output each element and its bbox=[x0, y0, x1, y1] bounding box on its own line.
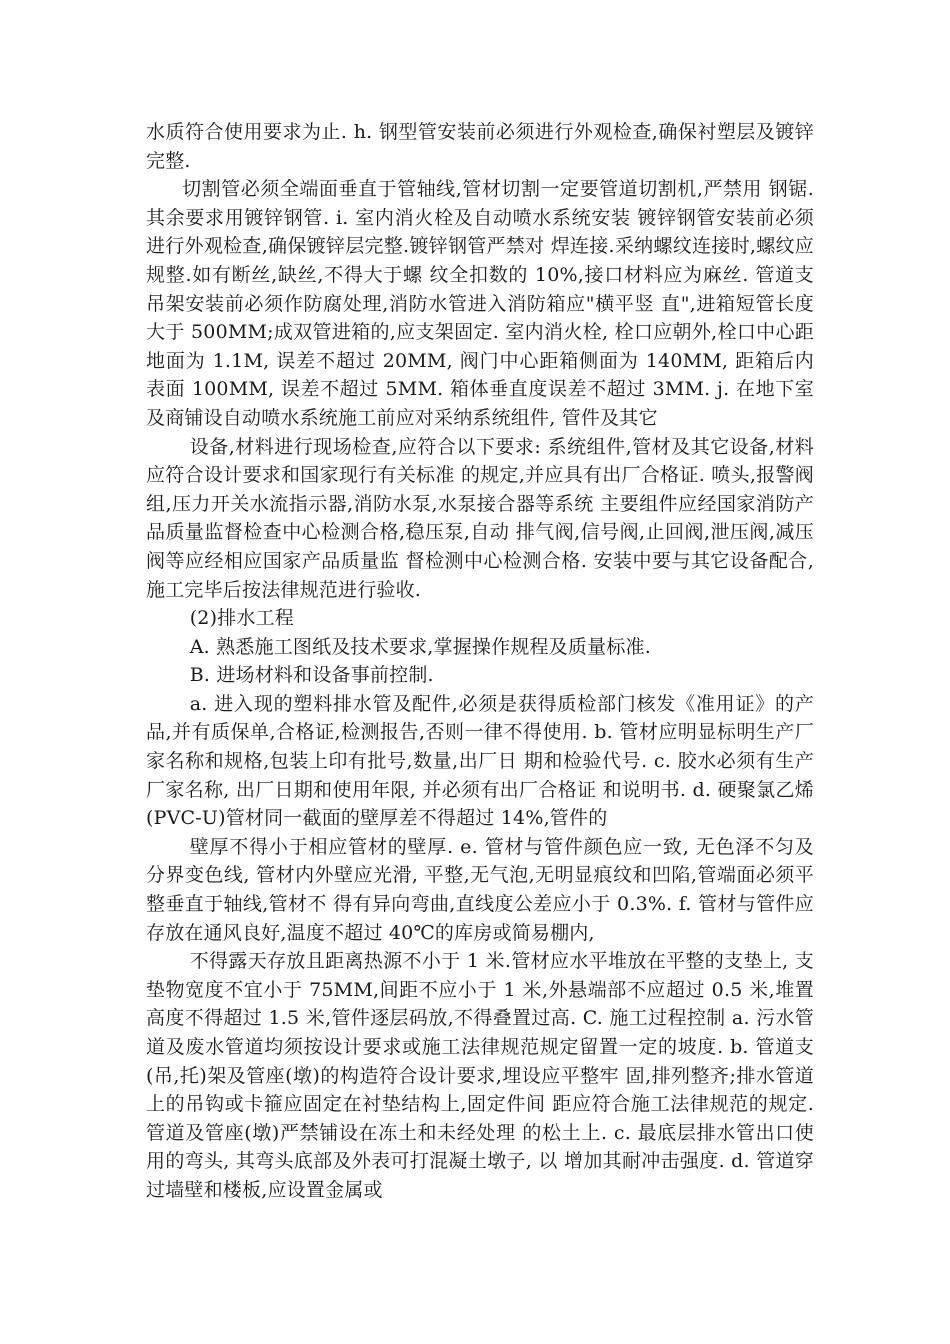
paragraph-pipe-cutting: 切割管必须全端面垂直于管轴线,管材切割一定要管道切割机,严禁用 钢锯. 其余要求用镀锌钢管. i. 室内消火栓及自动喷水系统安装 镀锌钢管安装前必须进行外观检查,确保镀锌层完整.镀锌钢管严禁对 焊连接.采纳螺纹连接时,螺纹应规整.如有断丝,缺丝,不得大于螺 纹全扣数的 10%,接口材料应为麻丝. 管道支吊架安装前必须作防腐处理,消防水管进入消防箱应"横平竖 直",进箱短管长度大于 500MM;成双管进箱的,应支架固定. 室内消火栓, 栓口应朝外,栓口中心距地面为 1.1M, 误差不超过 20MM, 阀门中心距箱侧面为 140MM, 距箱后内表面 100MM, 误差不超过 5MM. 箱体垂直度误差不超过 3MM. j. 在地下室及商铺设自动喷水系统施工前应对采纳系统组件, 管件及其它 bbox=[146, 178, 814, 429]
section-heading-drainage: (2)排水工程 bbox=[189, 607, 295, 630]
paragraph-equipment-inspection: 设备,材料进行现场检查,应符合以下要求: 系统组件,管材及其它设备,材料应符合设计要求和国家现行有关标准 的规定,并应具有出厂合格证. 喷头,报警阀组,压力开关水流指示器,消防水泵,水泵接合器等系统 主要组件应经国家消防产品质量监督检查中心检测合格,稳压泵,自动 排气阀,信号阀,止回阀,泄压阀,减压阀等应经相应国家产品质量监 督检测中心检测合格. 安装中要与其它设备配合,施工完毕后按法律规范进行验收. bbox=[146, 435, 814, 601]
paragraph-item-b: B. 进场材料和设备事前控制. bbox=[189, 664, 434, 687]
paragraph-wall-thickness: 壁厚不得小于相应管材的壁厚. e. 管材与管件颜色应一致, 无色泽不匀及分界变色线, 管材内外壁应光滑, 平整,无气泡,无明显痕纹和凹陷,管端面必须平整垂直于轴线,管材不 得有异向弯曲,直线度公差应小于 0.3%. f. 管材与管件应存放在通风良好,温度不超过 40℃的库房或简易棚内, bbox=[146, 835, 814, 944]
paragraph-plastic-pipe: a. 进入现的塑料排水管及配件,必须是获得质检部门核发《准用证》的产 品,并有质保单,合格证,检测报告,否则一律不得使用. b. 管材应明显标明生产厂家名称和规格,包装上印有批号,数量,出厂日 期和检验代号. c. 胶水必须有生产厂家名称, 出厂日期和使用年限, 并必须有出厂合格证 和说明书. d. 硬聚氯乙烯(PVC-U)管材同一截面的壁厚差不得超过 14%,管件的 bbox=[146, 692, 814, 830]
paragraph-item-a: A. 熟悉施工图纸及技术要求,掌握操作规程及质量标准. bbox=[189, 635, 651, 658]
paragraph-water-quality: 水质符合使用要求为止. h. 钢型管安装前必须进行外观检查,确保衬塑层及镀锌完整. bbox=[146, 121, 814, 172]
document-body bbox=[146, 118, 814, 1205]
paragraph-storage-construction: 不得露天存放且距离热源不小于 1 米.管材应水平堆放在平整的支垫上, 支垫物宽度不宜小于 75MM,间距不应小于 1 米,外悬端部不应超过 0.5 米,堆置高度不得超过 1.5 米,管件逐层码放,不得叠置过高. C. 施工过程控制 a. 污水管道及废水管道均须按设计要求或施工法律规范规定留置一定的坡度. b. 管道支(吊,托)架及管座(墩)的构造符合设计要求,埋设应平整牢 固,排列整齐;排水管道上的吊钩或卡箍应固定在衬垫结构上,固定件间 距应符合施工法律规范的规定.管道及管座(墩)严禁铺设在冻土和未经处理 的松土上. c. 最底层排水管出口使用的弯头, 其弯头底部及外表可打混凝土墩子, 以 增加其耐冲击强度. d. 管道穿过墙壁和楼板,应设置金属或 bbox=[146, 950, 814, 1201]
